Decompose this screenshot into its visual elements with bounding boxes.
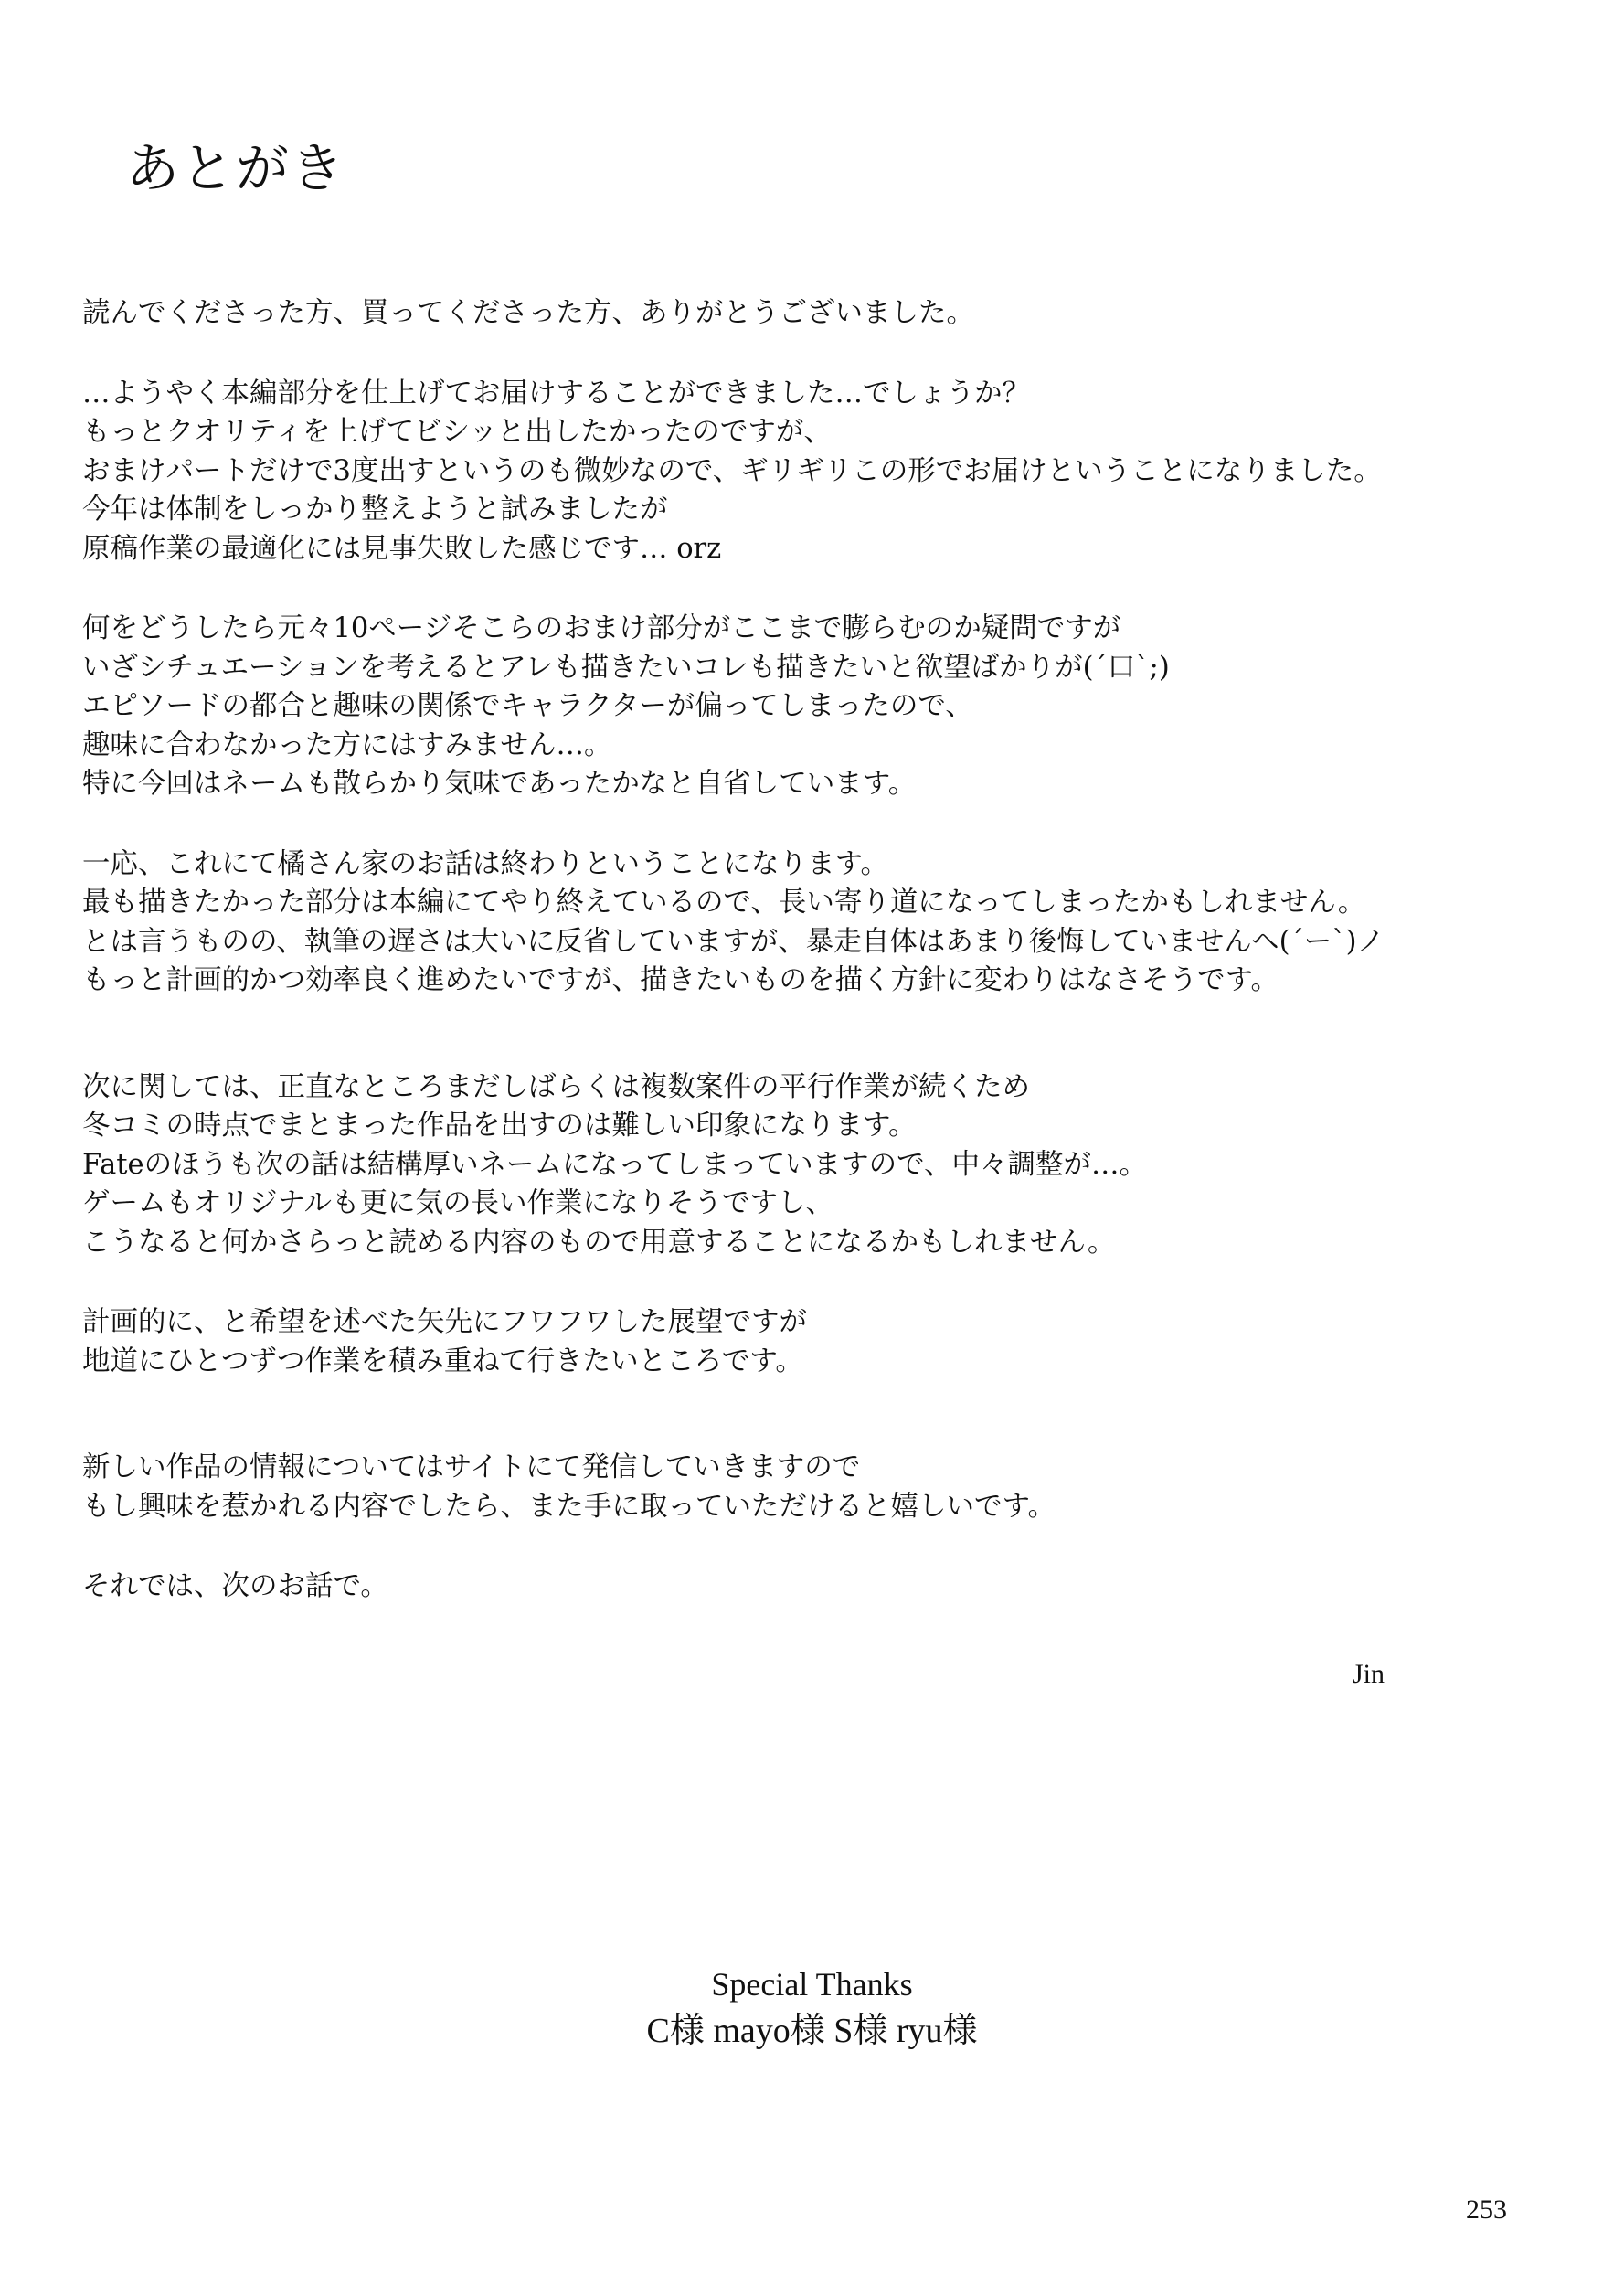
text-line: 何をどうしたら元々10ページそこらのおまけ部分がここまで膨らむのか疑問ですが — [82, 612, 1121, 644]
text-line: 最も描きたかった部分は本編にてやり終えているので、長い寄り道になってしまったかもしれません。 — [82, 887, 1366, 919]
text-line: もっと計画的かつ効率良く進めたいですが、描きたいものを描く方針に変わりはなさそうです。 — [82, 964, 1279, 996]
text-line: もっとクオリティを上げてビシッと出したかったのですが、 — [82, 416, 832, 448]
paragraph-extra-pages — [82, 610, 1544, 804]
paragraph-main-story — [82, 375, 1544, 569]
special-thanks — [0, 1963, 1624, 2053]
text-line: こうなると何かさらっと読める内容のもので用意することになるかもしれません。 — [82, 1226, 1116, 1259]
text-line: 特に今回はネームも散らかり気味であったかなと自省しています。 — [82, 768, 917, 800]
text-line: Fateのほうも次の話は結構厚いネームになってしまっていますので、中々調整が…。 — [82, 1148, 1147, 1181]
text-line: エピソードの都合と趣味の関係でキャラクターが偏ってしまったので、 — [82, 690, 973, 722]
text-line: もし興味を惹かれる内容でしたら、また手に取っていただけると嬉しいです。 — [82, 1490, 1056, 1523]
paragraph-story-end — [82, 845, 1544, 1001]
text-line: それでは、次のお話で。 — [82, 1570, 388, 1602]
text-line: 今年は体制をしっかり整えようと試みましたが — [82, 494, 668, 526]
text-line: 一応、これにて橘さん家のお話は終わりということになります。 — [82, 847, 889, 880]
paragraph-site-info — [82, 1449, 1544, 1526]
text-line: ゲームもオリジナルも更に気の長い作業になりそうですし、 — [82, 1187, 833, 1219]
paragraph-outlook — [82, 1303, 1544, 1381]
paragraph-thanks — [82, 294, 1544, 334]
author-signature: Jin — [1353, 1659, 1385, 1689]
text-line: 地道にひとつずつ作業を積み重ねて行きたいところです。 — [82, 1344, 803, 1377]
text-line: 次に関しては、正直なところまだしばらくは複数案件の平行作業が続くため — [82, 1070, 1030, 1103]
text-line: おまけパートだけで3度出すというのも微妙なので、ギリギリこの形でお届けということになりました。 — [82, 454, 1382, 487]
special-thanks-title: Special Thanks — [711, 1966, 913, 2003]
text-line: 原稿作業の最適化には見事失敗した感じです… orz — [82, 532, 722, 565]
paragraph-next-plans — [82, 1068, 1544, 1263]
text-line: …ようやく本編部分を仕上げてお届けすることができました…でしょうか？ — [82, 377, 1030, 409]
text-line: 新しい作品の情報についてはサイトにて発信していきますので — [82, 1451, 861, 1483]
page-number: 253 — [1466, 2195, 1507, 2225]
text-line: 読んでくださった方、買ってくださった方、ありがとうございました。 — [82, 297, 974, 329]
text-line: いざシチュエーションを考えるとアレも描きたいコレも描きたいと欲望ばかりが(´口`;) — [82, 651, 1170, 684]
text-line: 計画的に、と希望を述べた矢先にフワフワした展望ですが — [82, 1306, 807, 1338]
afterword-body — [82, 294, 1544, 1607]
text-line: 趣味に合わなかった方にはすみません…。 — [82, 728, 612, 761]
special-thanks-names: C様 mayo様 S様 ryu様 — [646, 2012, 978, 2050]
text-line: 冬コミの時点でまとまった作品を出すのは難しい印象になります。 — [82, 1110, 917, 1142]
paragraph-closing — [82, 1568, 1544, 1607]
page-title: あとがき — [126, 137, 346, 199]
text-line: とは言うものの、執筆の遅さは大いに反省していますが、暴走自体はあまり後悔していませんヘ(´ー`)ノ — [82, 925, 1385, 958]
